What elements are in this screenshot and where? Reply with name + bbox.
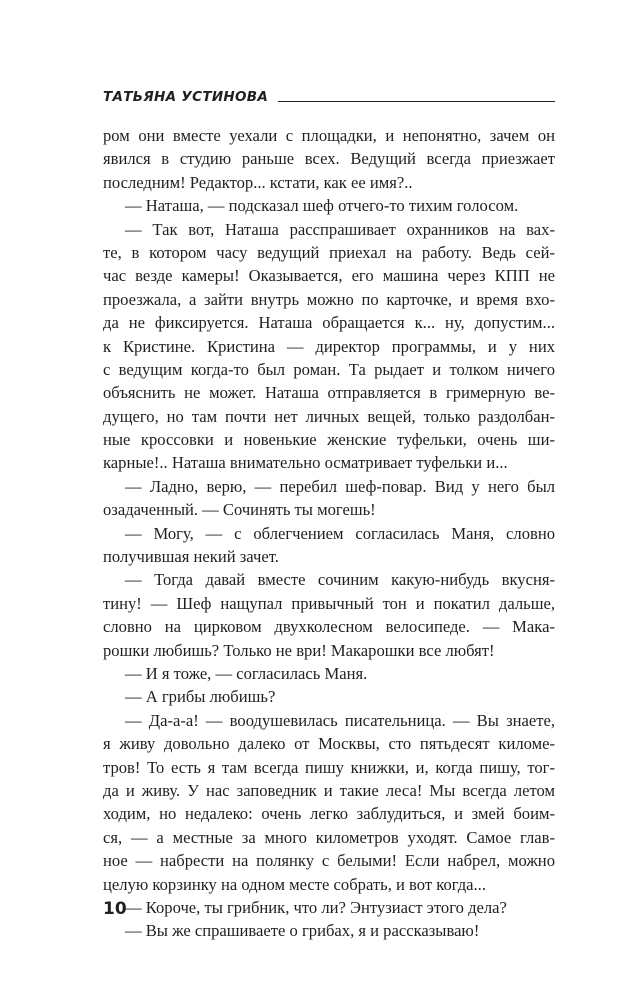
header-rule (278, 101, 555, 102)
text-line: ные кроссовки и новенькие женские туфельки, очень ши- (103, 430, 555, 450)
text-line: — Вы же спрашиваете о грибах, я и рассказываю! (125, 921, 480, 941)
text-line: к Кристине. Кристина — директор программы, и у них (103, 336, 555, 356)
text-line: — А грибы любишь? (125, 687, 276, 707)
text-line: ное — набрести на полянку с белыми! Если набрел, можно (103, 851, 555, 871)
text-line: тину! — Шеф нащупал привычный тон и покатил дальше, (103, 593, 555, 613)
text-line: — Короче, ты грибник, что ли? Энтузиаст этого дела? (125, 897, 507, 917)
text-line: получившая некий зачет. (103, 547, 279, 567)
text-line: словно на цирковом двухколесном велосипеде. — Мака- (103, 617, 555, 637)
text-line: целую корзинку на одном месте собрать, и вот когда... (103, 874, 486, 894)
text-line: — Ладно, верю, — перебил шеф-повар. Вид у него был (125, 476, 555, 496)
text-line: — Да-а-а! — воодушевилась писательница. — Вы знаете, (125, 710, 555, 730)
text-line: тров! То есть я там всегда пишу книжки, и, когда пишу, тог- (103, 757, 555, 777)
text-line: ром они вместе уехали с площадки, и непонятно, зачем он (103, 126, 555, 145)
text-line: дущего, но там почти нет личных вещей, только раздолбан- (103, 406, 555, 426)
text-line: карные!.. Наташа внимательно осматривает туфельки и... (103, 453, 508, 473)
text-line: последним! Редактор... кстати, как ее имя?.. (103, 172, 413, 192)
text-line: час везде камеры! Оказывается, его машина через КПП не (103, 266, 555, 286)
text-line: с ведущим когда-то был роман. Та рыдает и толком ничего (103, 359, 555, 379)
text-line: озадаченный. — Сочинять ты могешь! (103, 500, 376, 520)
text-line: — Тогда давай вместе сочиним какую-нибудь вкусня- (125, 570, 555, 590)
author-name: ТАТЬЯНА УСТИНОВА (103, 89, 269, 105)
text-line: те, в котором часу ведущий приехал на работу. Ведь сей- (103, 242, 555, 262)
text-line: да и живу. У нас заповедник и такие леса! Мы всегда летом (103, 780, 555, 800)
text-line: — И я тоже, — согласилась Маня. (125, 663, 368, 683)
text-line: рошки любишь? Только не ври! Макарошки все любят! (103, 640, 495, 660)
text-line: ся, — а местные за много километров уходят. Самое глав- (103, 827, 555, 847)
text-line: — Могу, — с облегчением согласилась Маня, словно (125, 523, 555, 543)
text-line: проезжала, а зайти внутрь можно по карточке, и время вхо- (103, 289, 555, 309)
text-line: да не фиксируется. Наташа обращается к... ну, допустим... (103, 313, 555, 333)
text-line: — Наташа, — подсказал шеф отчего-то тихим голосом. (125, 196, 519, 216)
text-line: объяснить не может. Наташа отправляется в гримерную ве- (103, 383, 555, 403)
body-text (103, 124, 555, 943)
text-line: ходим, но недалеко: очень легко заблудиться, и змей боим- (103, 804, 555, 824)
text-line: я живу довольно далеко от Москвы, сто пятьдесят киломе- (103, 734, 555, 754)
page-number: 10 (103, 899, 127, 919)
text-line: явился в студию раньше всех. Ведущий всегда приезжает (103, 149, 555, 169)
text-line: — Так вот, Наташа расспрашивает охранников на вах- (125, 219, 555, 239)
running-header (103, 82, 555, 106)
